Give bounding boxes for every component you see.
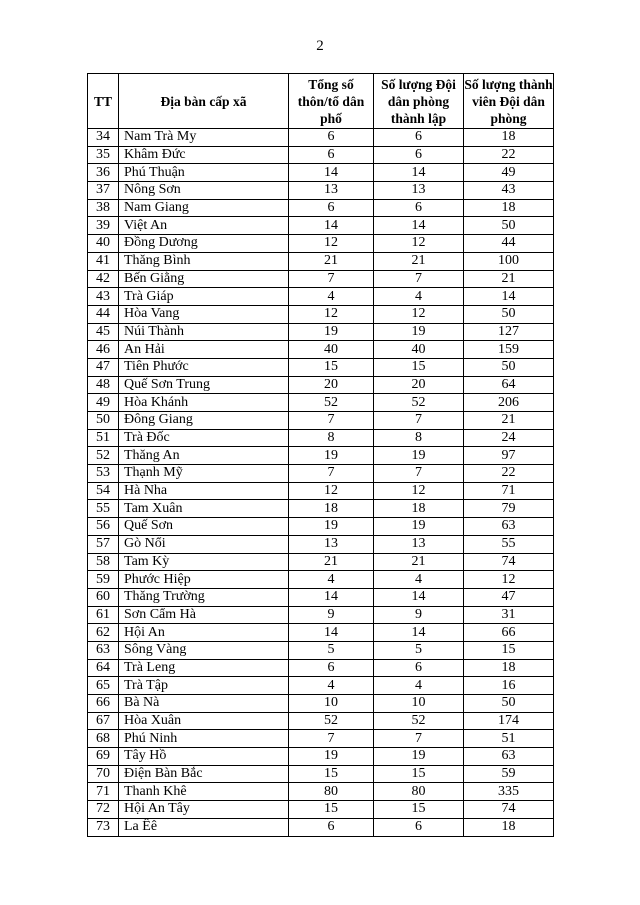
cell-tt: 66	[88, 695, 119, 713]
cell-area: Thạnh Mỹ	[119, 465, 289, 483]
cell-members: 24	[464, 429, 554, 447]
cell-members: 66	[464, 624, 554, 642]
cell-teams: 21	[374, 553, 464, 571]
cell-members: 64	[464, 376, 554, 394]
cell-teams: 40	[374, 341, 464, 359]
table-row	[88, 641, 554, 659]
cell-members: 14	[464, 288, 554, 306]
cell-members: 43	[464, 182, 554, 200]
cell-members: 71	[464, 482, 554, 500]
cell-area: Quế Sơn Trung	[119, 376, 289, 394]
cell-villages: 4	[289, 288, 374, 306]
cell-tt: 70	[88, 765, 119, 783]
header-tt: TT	[88, 74, 119, 129]
cell-area: Nam Trà My	[119, 129, 289, 147]
cell-members: 63	[464, 518, 554, 536]
cell-area: Tiên Phước	[119, 358, 289, 376]
cell-members: 18	[464, 659, 554, 677]
cell-tt: 72	[88, 801, 119, 819]
cell-area: Nam Giang	[119, 199, 289, 217]
cell-members: 21	[464, 270, 554, 288]
table-row	[88, 323, 554, 341]
cell-villages: 6	[289, 818, 374, 836]
cell-teams: 6	[374, 818, 464, 836]
cell-villages: 14	[289, 164, 374, 182]
cell-members: 59	[464, 765, 554, 783]
cell-villages: 12	[289, 482, 374, 500]
cell-area: Hòa Xuân	[119, 712, 289, 730]
cell-villages: 19	[289, 518, 374, 536]
table-row	[88, 429, 554, 447]
cell-members: 15	[464, 641, 554, 659]
cell-villages: 6	[289, 659, 374, 677]
cell-tt: 68	[88, 730, 119, 748]
cell-area: Tây Hồ	[119, 748, 289, 766]
cell-teams: 12	[374, 482, 464, 500]
cell-tt: 67	[88, 712, 119, 730]
table-row	[88, 659, 554, 677]
cell-teams: 13	[374, 182, 464, 200]
cell-tt: 44	[88, 305, 119, 323]
table-row	[88, 518, 554, 536]
cell-villages: 6	[289, 199, 374, 217]
cell-teams: 18	[374, 500, 464, 518]
cell-teams: 12	[374, 235, 464, 253]
cell-villages: 4	[289, 571, 374, 589]
cell-tt: 65	[88, 677, 119, 695]
cell-teams: 7	[374, 412, 464, 430]
table-row	[88, 252, 554, 270]
cell-area: La Êê	[119, 818, 289, 836]
cell-tt: 37	[88, 182, 119, 200]
table-row	[88, 588, 554, 606]
table-row	[88, 765, 554, 783]
cell-villages: 15	[289, 765, 374, 783]
cell-teams: 52	[374, 712, 464, 730]
cell-villages: 5	[289, 641, 374, 659]
cell-villages: 13	[289, 535, 374, 553]
cell-members: 63	[464, 748, 554, 766]
cell-villages: 9	[289, 606, 374, 624]
cell-teams: 10	[374, 695, 464, 713]
header-teams: Số lượng Đội dân phòng thành lập	[374, 74, 464, 129]
table-row	[88, 270, 554, 288]
cell-area: Việt An	[119, 217, 289, 235]
cell-teams: 52	[374, 394, 464, 412]
cell-villages: 20	[289, 376, 374, 394]
table-row	[88, 535, 554, 553]
cell-tt: 58	[88, 553, 119, 571]
cell-members: 55	[464, 535, 554, 553]
cell-area: Trà Leng	[119, 659, 289, 677]
cell-area: Bến Giằng	[119, 270, 289, 288]
cell-members: 127	[464, 323, 554, 341]
cell-area: Sơn Cẩm Hà	[119, 606, 289, 624]
cell-members: 97	[464, 447, 554, 465]
cell-tt: 56	[88, 518, 119, 536]
cell-members: 79	[464, 500, 554, 518]
table-row	[88, 695, 554, 713]
cell-tt: 36	[88, 164, 119, 182]
cell-villages: 80	[289, 783, 374, 801]
cell-area: Thăng Trường	[119, 588, 289, 606]
cell-tt: 53	[88, 465, 119, 483]
cell-members: 49	[464, 164, 554, 182]
cell-tt: 57	[88, 535, 119, 553]
cell-area: Trà Tập	[119, 677, 289, 695]
cell-tt: 40	[88, 235, 119, 253]
cell-members: 51	[464, 730, 554, 748]
cell-teams: 6	[374, 129, 464, 147]
cell-tt: 45	[88, 323, 119, 341]
cell-members: 21	[464, 412, 554, 430]
cell-tt: 60	[88, 588, 119, 606]
header-members: Số lượng thành viên Đội dân phòng	[464, 74, 554, 129]
cell-tt: 47	[88, 358, 119, 376]
table-row	[88, 146, 554, 164]
cell-villages: 7	[289, 730, 374, 748]
cell-members: 74	[464, 553, 554, 571]
cell-tt: 42	[88, 270, 119, 288]
table-row	[88, 164, 554, 182]
cell-members: 50	[464, 695, 554, 713]
table-row	[88, 801, 554, 819]
header-villages: Tổng số thôn/tổ dân phố	[289, 74, 374, 129]
cell-villages: 52	[289, 712, 374, 730]
cell-villages: 18	[289, 500, 374, 518]
cell-area: Thanh Khê	[119, 783, 289, 801]
cell-villages: 21	[289, 553, 374, 571]
table-row	[88, 129, 554, 147]
page-number: 2	[316, 38, 324, 54]
table-row	[88, 783, 554, 801]
cell-area: Hòa Khánh	[119, 394, 289, 412]
table-row	[88, 553, 554, 571]
cell-villages: 19	[289, 447, 374, 465]
cell-area: Bà Nà	[119, 695, 289, 713]
cell-teams: 6	[374, 659, 464, 677]
cell-tt: 38	[88, 199, 119, 217]
cell-villages: 6	[289, 129, 374, 147]
cell-teams: 8	[374, 429, 464, 447]
cell-area: Thăng An	[119, 447, 289, 465]
table-row	[88, 217, 554, 235]
cell-teams: 20	[374, 376, 464, 394]
cell-area: Điện Bàn Bắc	[119, 765, 289, 783]
cell-villages: 7	[289, 412, 374, 430]
cell-villages: 21	[289, 252, 374, 270]
cell-area: An Hải	[119, 341, 289, 359]
cell-villages: 6	[289, 146, 374, 164]
cell-teams: 7	[374, 270, 464, 288]
table-row	[88, 571, 554, 589]
cell-villages: 12	[289, 235, 374, 253]
cell-tt: 46	[88, 341, 119, 359]
cell-members: 174	[464, 712, 554, 730]
table-row	[88, 818, 554, 836]
cell-members: 50	[464, 358, 554, 376]
cell-members: 47	[464, 588, 554, 606]
cell-villages: 4	[289, 677, 374, 695]
cell-members: 44	[464, 235, 554, 253]
table-row	[88, 341, 554, 359]
cell-teams: 9	[374, 606, 464, 624]
table-row	[88, 358, 554, 376]
cell-teams: 14	[374, 588, 464, 606]
table-row	[88, 482, 554, 500]
cell-tt: 59	[88, 571, 119, 589]
cell-villages: 13	[289, 182, 374, 200]
cell-members: 50	[464, 217, 554, 235]
cell-members: 18	[464, 129, 554, 147]
cell-villages: 14	[289, 588, 374, 606]
cell-area: Núi Thành	[119, 323, 289, 341]
cell-area: Phú Ninh	[119, 730, 289, 748]
cell-teams: 4	[374, 288, 464, 306]
cell-villages: 7	[289, 465, 374, 483]
cell-teams: 7	[374, 465, 464, 483]
cell-teams: 15	[374, 358, 464, 376]
table-row	[88, 677, 554, 695]
cell-members: 18	[464, 199, 554, 217]
cell-tt: 39	[88, 217, 119, 235]
cell-tt: 51	[88, 429, 119, 447]
cell-villages: 8	[289, 429, 374, 447]
cell-area: Trà Giáp	[119, 288, 289, 306]
table-row	[88, 500, 554, 518]
cell-members: 22	[464, 465, 554, 483]
cell-members: 206	[464, 394, 554, 412]
cell-teams: 19	[374, 323, 464, 341]
cell-villages: 7	[289, 270, 374, 288]
cell-members: 16	[464, 677, 554, 695]
cell-teams: 19	[374, 518, 464, 536]
cell-teams: 12	[374, 305, 464, 323]
cell-teams: 21	[374, 252, 464, 270]
cell-area: Tam Kỳ	[119, 553, 289, 571]
cell-villages: 19	[289, 323, 374, 341]
table-row	[88, 305, 554, 323]
cell-villages: 12	[289, 305, 374, 323]
cell-area: Hội An Tây	[119, 801, 289, 819]
cell-area: Hòa Vang	[119, 305, 289, 323]
cell-tt: 41	[88, 252, 119, 270]
cell-villages: 15	[289, 801, 374, 819]
table-row	[88, 412, 554, 430]
header-area: Địa bàn cấp xã	[119, 74, 289, 129]
table-row	[88, 730, 554, 748]
cell-teams: 6	[374, 199, 464, 217]
cell-members: 159	[464, 341, 554, 359]
cell-teams: 15	[374, 801, 464, 819]
cell-area: Quế Sơn	[119, 518, 289, 536]
cell-tt: 49	[88, 394, 119, 412]
cell-tt: 62	[88, 624, 119, 642]
table-row	[88, 606, 554, 624]
cell-area: Đông Giang	[119, 412, 289, 430]
table-row	[88, 624, 554, 642]
cell-tt: 73	[88, 818, 119, 836]
cell-members: 18	[464, 818, 554, 836]
cell-teams: 19	[374, 748, 464, 766]
cell-area: Tam Xuân	[119, 500, 289, 518]
cell-teams: 4	[374, 571, 464, 589]
cell-teams: 19	[374, 447, 464, 465]
cell-tt: 34	[88, 129, 119, 147]
cell-villages: 15	[289, 358, 374, 376]
cell-members: 12	[464, 571, 554, 589]
cell-tt: 35	[88, 146, 119, 164]
cell-tt: 64	[88, 659, 119, 677]
cell-tt: 55	[88, 500, 119, 518]
table-row	[88, 748, 554, 766]
cell-area: Phú Thuận	[119, 164, 289, 182]
cell-villages: 52	[289, 394, 374, 412]
cell-villages: 19	[289, 748, 374, 766]
cell-teams: 14	[374, 164, 464, 182]
cell-villages: 10	[289, 695, 374, 713]
cell-villages: 14	[289, 217, 374, 235]
cell-members: 50	[464, 305, 554, 323]
cell-teams: 7	[374, 730, 464, 748]
table-row	[88, 447, 554, 465]
cell-area: Gò Nổi	[119, 535, 289, 553]
cell-area: Thăng Bình	[119, 252, 289, 270]
cell-teams: 14	[374, 217, 464, 235]
cell-area: Hội An	[119, 624, 289, 642]
cell-area: Phước Hiệp	[119, 571, 289, 589]
cell-teams: 5	[374, 641, 464, 659]
table-row	[88, 394, 554, 412]
cell-tt: 43	[88, 288, 119, 306]
cell-tt: 69	[88, 748, 119, 766]
cell-area: Nông Sơn	[119, 182, 289, 200]
cell-area: Khâm Đức	[119, 146, 289, 164]
cell-tt: 61	[88, 606, 119, 624]
cell-teams: 14	[374, 624, 464, 642]
cell-area: Trà Đốc	[119, 429, 289, 447]
table-header-row	[88, 74, 554, 129]
table-body	[88, 129, 554, 837]
table-row	[88, 465, 554, 483]
table-row	[88, 182, 554, 200]
cell-teams: 15	[374, 765, 464, 783]
cell-members: 31	[464, 606, 554, 624]
cell-teams: 13	[374, 535, 464, 553]
data-table	[87, 73, 554, 837]
cell-villages: 40	[289, 341, 374, 359]
table-row	[88, 235, 554, 253]
cell-tt: 71	[88, 783, 119, 801]
cell-tt: 54	[88, 482, 119, 500]
cell-area: Đồng Dương	[119, 235, 289, 253]
cell-area: Sông Vàng	[119, 641, 289, 659]
cell-teams: 4	[374, 677, 464, 695]
cell-teams: 6	[374, 146, 464, 164]
cell-tt: 48	[88, 376, 119, 394]
cell-tt: 50	[88, 412, 119, 430]
cell-villages: 14	[289, 624, 374, 642]
cell-members: 74	[464, 801, 554, 819]
cell-teams: 80	[374, 783, 464, 801]
table-row	[88, 712, 554, 730]
cell-area: Hà Nha	[119, 482, 289, 500]
cell-tt: 63	[88, 641, 119, 659]
cell-members: 100	[464, 252, 554, 270]
table-row	[88, 288, 554, 306]
cell-members: 335	[464, 783, 554, 801]
cell-tt: 52	[88, 447, 119, 465]
cell-members: 22	[464, 146, 554, 164]
table-row	[88, 199, 554, 217]
table-row	[88, 376, 554, 394]
